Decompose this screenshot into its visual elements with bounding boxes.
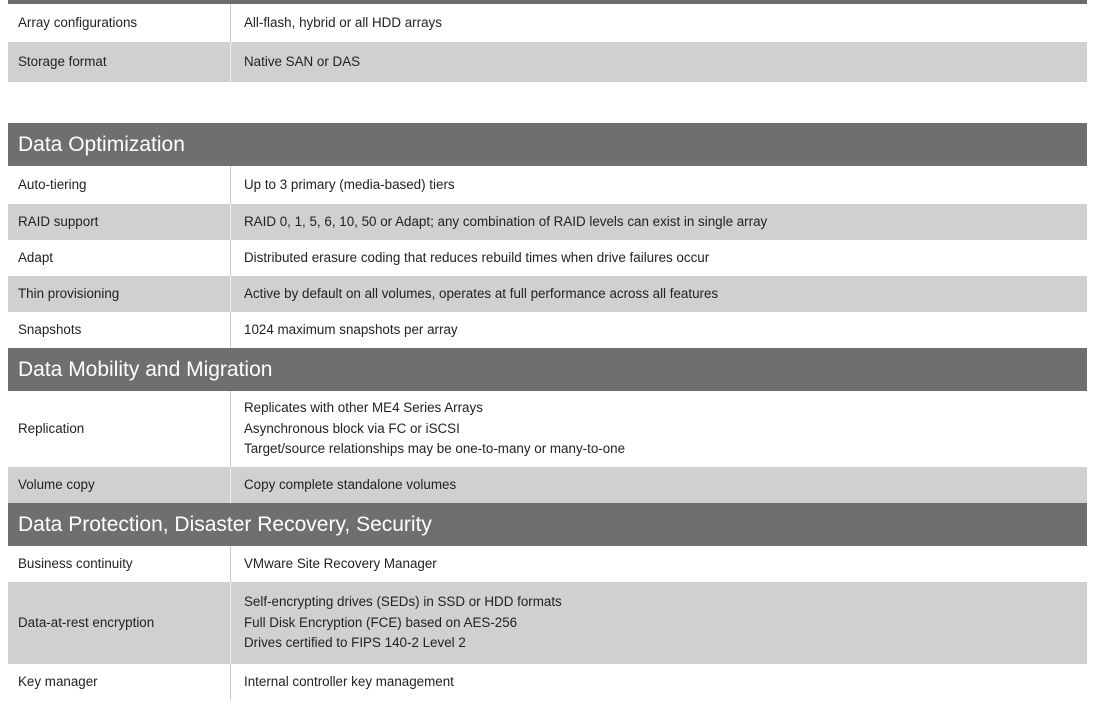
row-value: RAID 0, 1, 5, 6, 10, 50 or Adapt; any combination of RAID levels can exist in single array [244,213,768,229]
row-label: Adapt [8,240,231,276]
row-label: Business continuity [8,546,231,582]
row-label: Key manager [8,664,231,700]
row-value: Internal controller key management [244,673,454,689]
table-row [8,240,1087,276]
row-label: Auto-tiering [8,166,231,204]
row-value: Replicates with other ME4 Series Arrays Asynchronous block via FC or iSCSI Target/source relationships may be one-to-many or many-to-one [244,400,626,457]
row-value: Native SAN or DAS [244,54,361,69]
table-row [8,166,1087,204]
row-label: Data-at-rest encryption [8,582,231,664]
row-value: 1024 maximum snapshots per array [244,321,458,337]
table-row [8,391,1087,467]
table-row [8,582,1087,664]
row-label: Storage format [8,42,231,82]
table-row [8,204,1087,240]
table-row [8,467,1087,503]
row-label: Replication [8,391,231,467]
row-value: Up to 3 primary (media-based) tiers [244,176,455,192]
table-row [8,42,1087,82]
table-row [8,276,1087,312]
table-row [8,4,1087,42]
row-label: Snapshots [8,312,231,348]
row-label: Thin provisioning [8,276,231,312]
table-row [8,664,1087,700]
section-header-data-optimization: Data Optimization [8,123,1087,166]
row-value: Copy complete standalone volumes [244,476,457,492]
row-value: Active by default on all volumes, operates at full performance across all features [244,285,719,301]
row-value: Self-encrypting drives (SEDs) in SSD or HDD formats Full Disk Encryption (FCE) based on AES-256 Drives certified to FIPS 140-2 Level 2 [244,594,562,651]
section-header-data-mobility: Data Mobility and Migration [8,348,1087,391]
storage-table [8,4,1087,82]
row-label: RAID support [8,204,231,240]
row-value: All-flash, hybrid or all HDD arrays [244,15,442,30]
features-table [8,123,1087,700]
row-label: Array configurations [8,4,231,42]
row-label: Volume copy [8,467,231,503]
row-value: Distributed erasure coding that reduces rebuild times when drive failures occur [244,249,710,265]
table-row [8,546,1087,582]
row-value: VMware Site Recovery Manager [244,555,437,571]
section-header-data-protection: Data Protection, Disaster Recovery, Security [8,503,1087,546]
table-row [8,312,1087,348]
